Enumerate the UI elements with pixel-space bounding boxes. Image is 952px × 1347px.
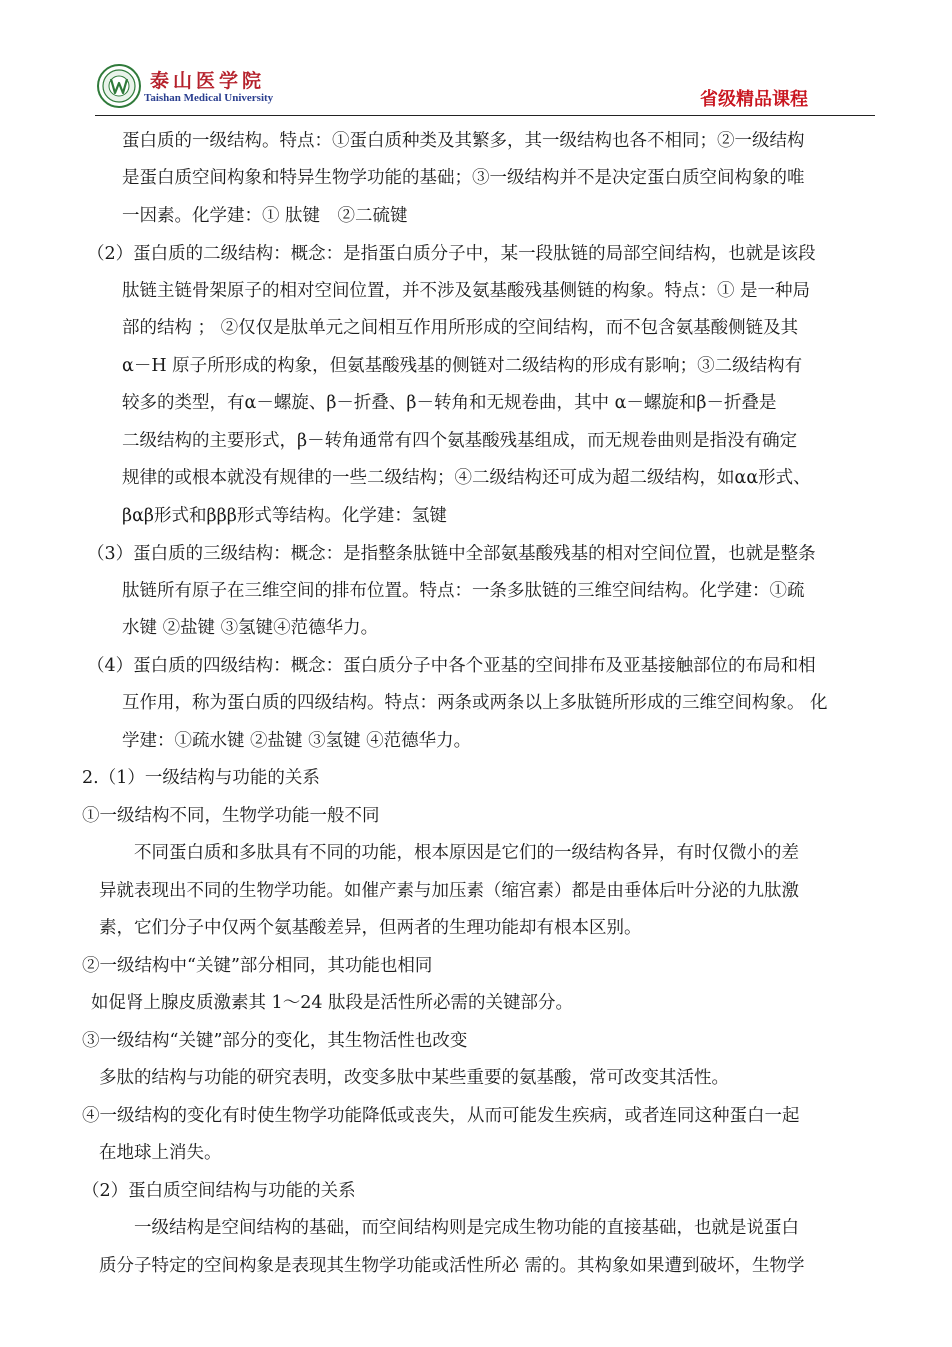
body-line: α－H 原子所形成的构象，但氨基酸残基的侧链对二级结构的形成有影响；③二级结构有 <box>122 356 803 376</box>
body-line: 素，它们分子中仅两个氨基酸差异，但两者的生理功能却有根本区别。 <box>99 918 642 938</box>
body-line: （3）蛋白质的三级结构：概念：是指整条肽链中全部氨基酸残基的相对空间位置，也就是整条 <box>87 544 816 564</box>
body-line: （2）蛋白质的二级结构：概念：是指蛋白质分子中，某一段肽链的局部空间结构，也就是该段 <box>87 244 816 264</box>
body-line: βαβ形式和βββ形式等结构。化学建：氢键 <box>122 506 447 526</box>
body-line: 肽链主链骨架原子的相对空间位置，并不涉及氨基酸残基侧链的构象。特点：① 是一种局 <box>122 281 811 301</box>
page-header <box>0 0 952 120</box>
body-line: 规律的或根本就没有规律的一些二级结构；④二级结构还可成为超二级结构，如αα形式、 <box>122 468 811 488</box>
body-line: 互作用，称为蛋白质的四级结构。特点：两条或两条以上多肽链所形成的三维空间构象。 化 <box>122 693 828 713</box>
body-line: 较多的类型，有α－螺旋、β－折叠、β－转角和无规卷曲，其中 α－螺旋和β－折叠是 <box>122 393 777 413</box>
university-logo-icon <box>97 64 141 108</box>
body-line: 一级结构是空间结构的基础，而空间结构则是完成生物功能的直接基础，也就是说蛋白 <box>134 1218 799 1238</box>
body-line: 在地球上消失。 <box>99 1143 222 1163</box>
body-line: 异就表现出不同的生物学功能。如催产素与加压素（缩宫素）都是由垂体后叶分泌的九肽激 <box>99 881 799 901</box>
body-line: 2.（1）一级结构与功能的关系 <box>82 768 320 788</box>
body-line: ①一级结构不同，生物学功能一般不同 <box>82 806 380 826</box>
body-line: 质分子特定的空间构象是表现其生物学功能或活性所必 需的。其构象如果遭到破坏，生物学 <box>99 1256 805 1276</box>
body-line: 多肽的结构与功能的研究表明，改变多肽中某些重要的氨基酸，常可改变其活性。 <box>99 1068 729 1088</box>
body-line: 不同蛋白质和多肽具有不同的功能，根本原因是它们的一级结构各异，有时仅微小的差 <box>134 843 799 863</box>
body-line: ④一级结构的变化有时使生物学功能降低或丧失，从而可能发生疾病，或者连同这种蛋白一起 <box>82 1106 800 1126</box>
school-name-english: Taishan Medical University <box>144 92 274 104</box>
school-name-chinese: 泰山医学院 <box>150 70 266 92</box>
body-line: 二级结构的主要形式，β－转角通常有四个氨基酸残基组成，而无规卷曲则是指没有确定 <box>122 431 798 451</box>
body-line: 蛋白质的一级结构。特点：①蛋白质种类及其繁多，其一级结构也各不相同；②一级结构 <box>122 131 805 151</box>
header-divider <box>95 115 875 116</box>
body-line: ②一级结构中“关键”部分相同，其功能也相同 <box>82 956 433 976</box>
body-line: （2）蛋白质空间结构与功能的关系 <box>82 1181 356 1201</box>
body-line: 学建：①疏水键 ②盐键 ③氢键 ④范德华力。 <box>122 731 472 751</box>
body-line: 肽链所有原子在三维空间的排布位置。特点：一条多肽链的三维空间结构。化学建：①疏 <box>122 581 805 601</box>
course-label: 省级精品课程 <box>700 89 808 110</box>
body-line: 部的结构 ； ②仅仅是肽单元之间相互作用所形成的空间结构，而不包含氨基酸侧链及其 <box>122 318 799 338</box>
body-line: （4）蛋白质的四级结构：概念：蛋白质分子中各个亚基的空间排布及亚基接触部位的布局和相 <box>87 656 816 676</box>
body-line: 如促肾上腺皮质激素其 1～24 肽段是活性所必需的关键部分。 <box>91 993 574 1013</box>
body-line: 是蛋白质空间构象和特异生物学功能的基础；③一级结构并不是决定蛋白质空间构象的唯 <box>122 168 805 188</box>
body-line: 一因素。化学建：① 肽键 ②二硫键 <box>122 206 408 226</box>
body-line: 水键 ②盐键 ③氢键④范德华力。 <box>122 618 379 638</box>
body-line: ③一级结构“关键”部分的变化，其生物活性也改变 <box>82 1031 468 1051</box>
